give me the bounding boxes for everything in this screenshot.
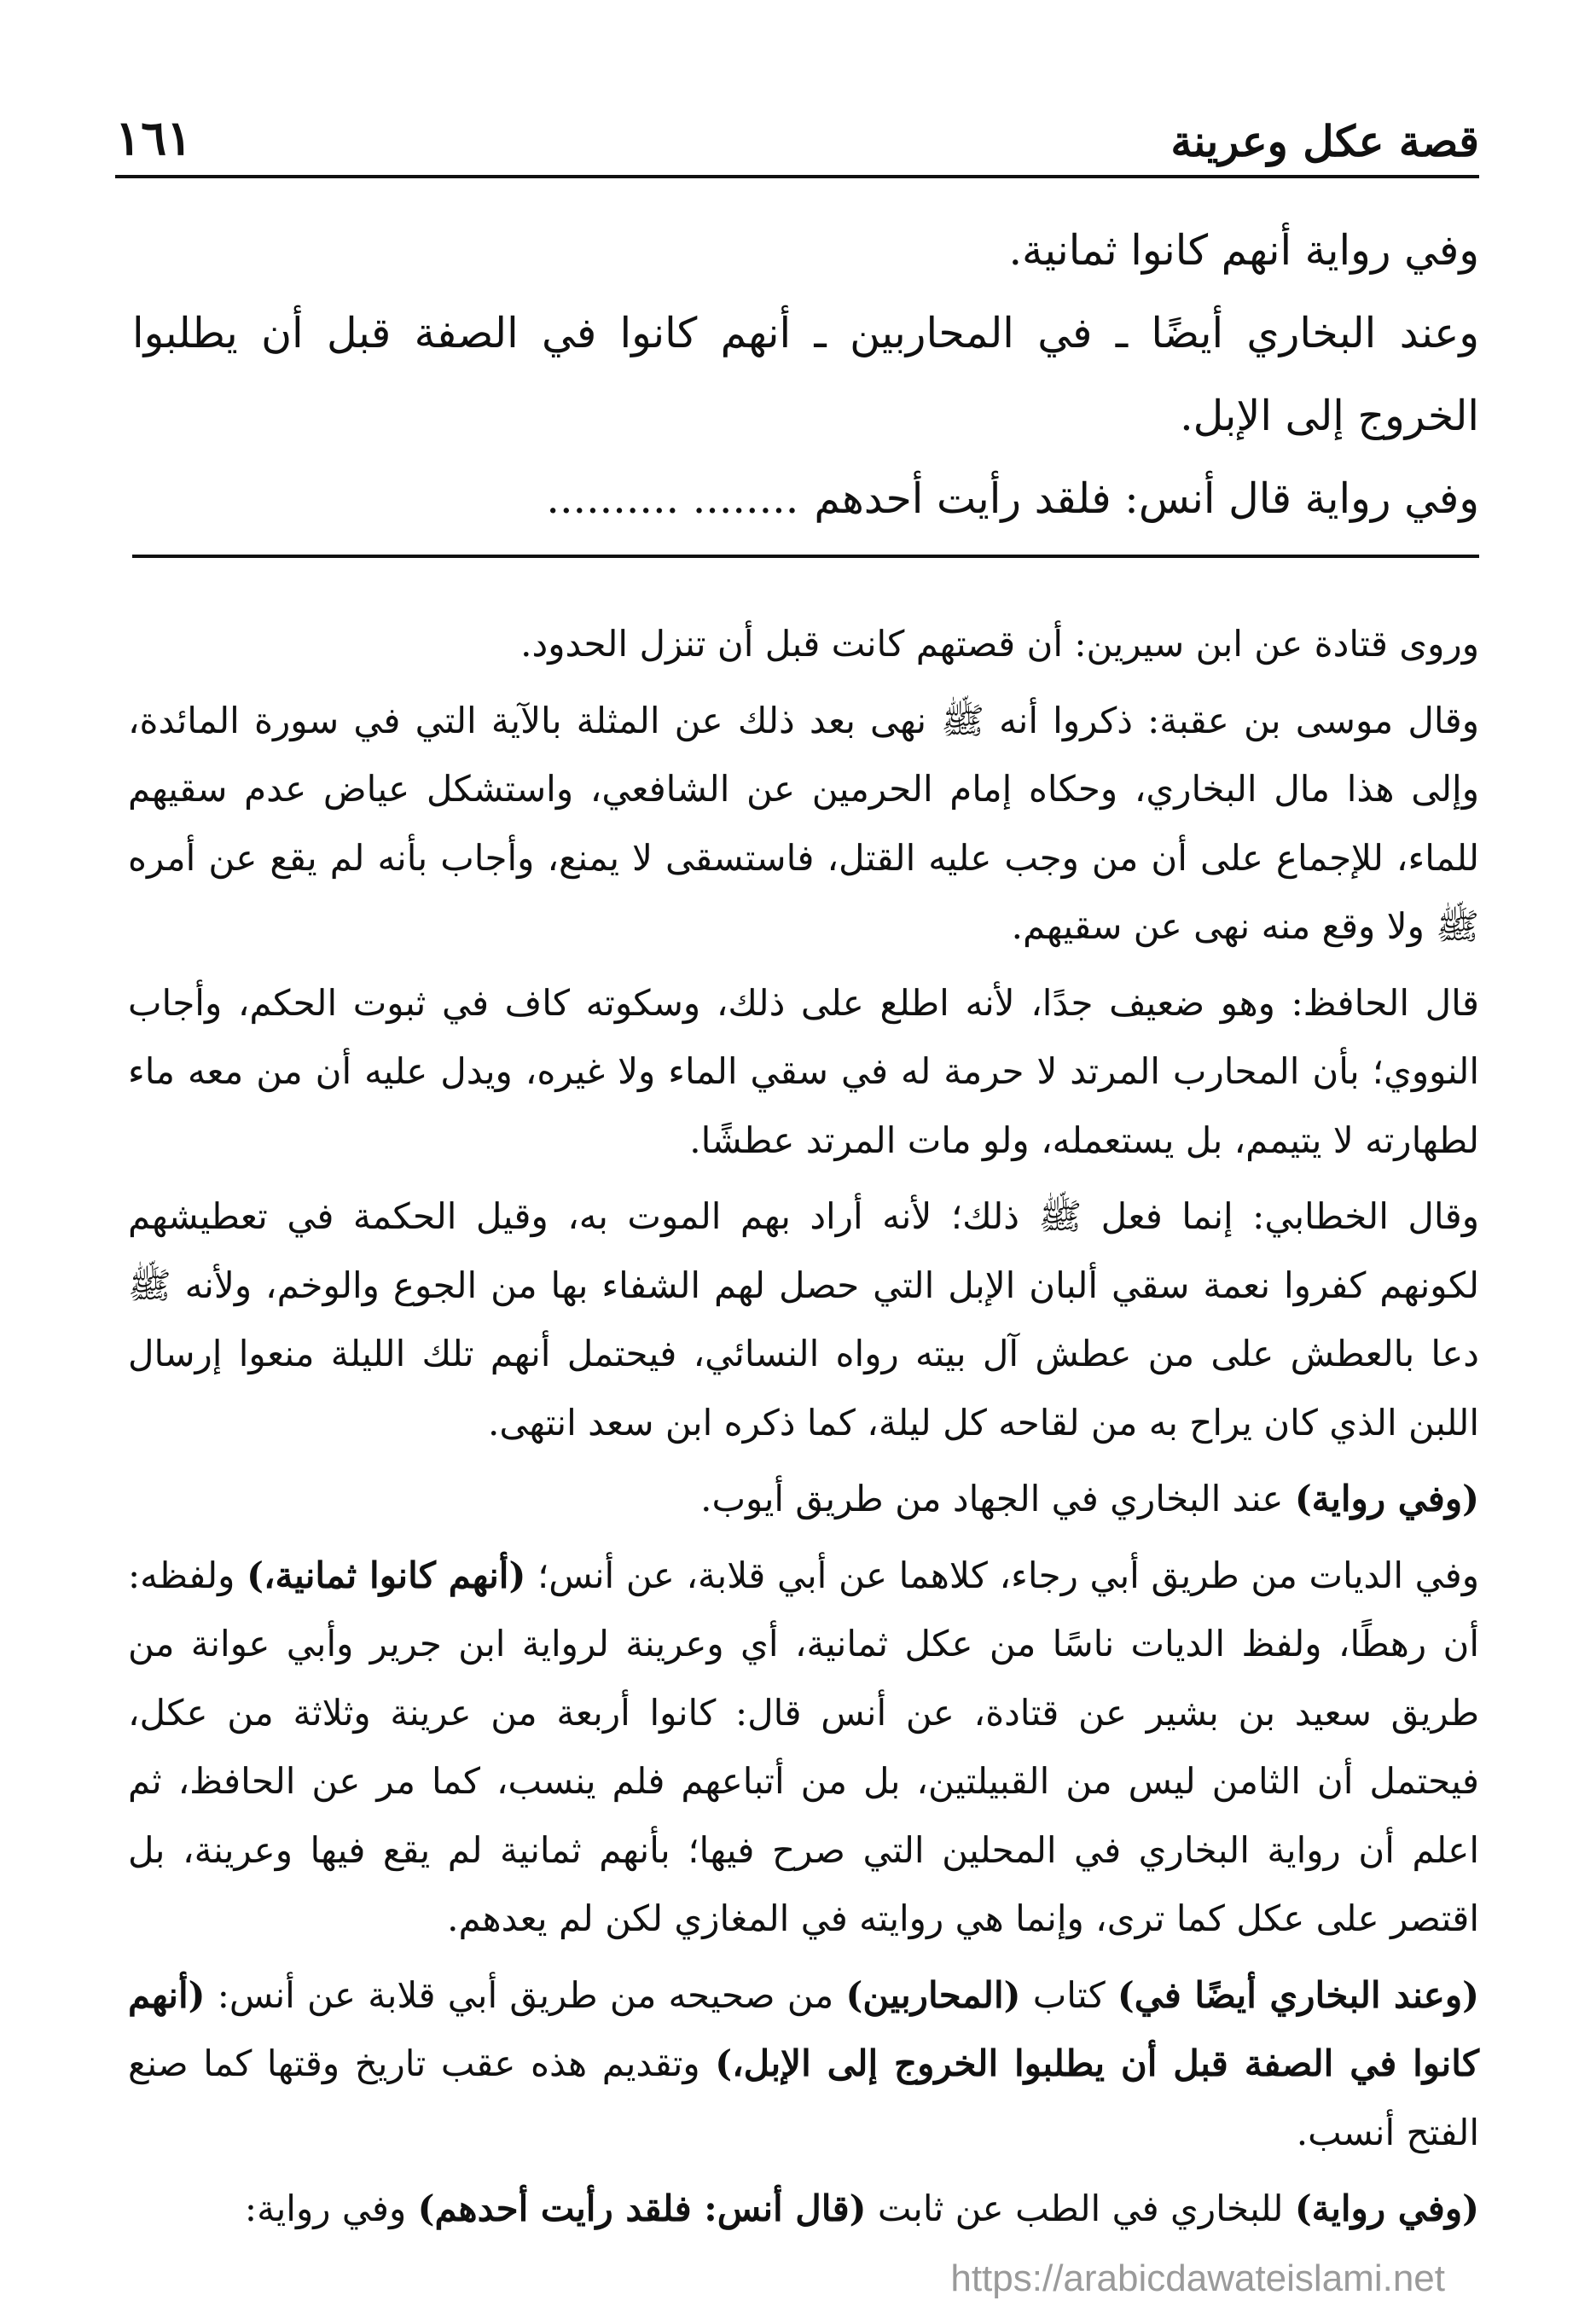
commentary-paragraph: (وفي رواية) عند البخاري في الجهاد من طريق أيوب. — [700, 1478, 1479, 1519]
commentary-paragraph: (وفي رواية) للبخاري في الطب عن ثابت (قال أنس: فلقد رأيت أحدهم) وفي رواية: — [244, 2187, 1479, 2229]
header-rule — [115, 175, 1479, 178]
page-number: ١٦١ — [115, 110, 193, 166]
watermark-url: https://arabicdawateislami.net — [950, 2257, 1445, 2299]
matn-line: وعند البخاري أيضًا ـ في المحاربين ـ أنهم كانوا في الصفة قبل أن يطلبوا الخروج إلى الإبل. — [132, 309, 1479, 440]
running-title: قصة عكل وعرينة — [1170, 116, 1479, 166]
commentary-text — [128, 610, 1479, 2251]
main-text — [132, 209, 1479, 540]
commentary-paragraph: قال الحافظ: وهو ضعيف جدًا، لأنه اطلع على ذلك، وسكوته كاف في ثبوت الحكم، وأجاب النووي؛ بأن المحارب المرتد لا حرمة له في سقي الماء ولا غيره، ويدل عليه أن من معه ماء لطهارته لا يتيمم، بل يستعمله، ولو مات المرتد عطشًا. — [128, 981, 1479, 1161]
ellipsis-dots: ........ .......... — [546, 474, 799, 523]
commentary-paragraph: وروى قتادة عن ابن سيرين: أن قصتهم كانت قبل أن تنزل الحدود. — [520, 623, 1479, 665]
commentary-paragraph: وقال موسى بن عقبة: ذكروا أنه ﷺ نهى بعد ذلك عن المثلة بالآية التي في سورة المائدة، وإلى هذا مال البخاري، وحكاه إمام الحرمين عن الشافعي، واستشكل عياض عدم سقيهم للماء، للإجماع على أن من وجب عليه القتل، فاستسقى لا يمنع، وأجاب بأنه لم يقع عن أمره ﷺ ولا وقع منه نهى عن سقيهم. — [128, 699, 1479, 947]
separator-rule — [132, 555, 1479, 558]
matn-line: وفي رواية أنهم كانوا ثمانية. — [1008, 226, 1479, 275]
commentary-paragraph: (وعند البخاري أيضًا في) كتاب (المحاربين) من صحيحه من طريق أبي قلابة عن أنس: (أنهم كانوا في الصفة قبل أن يطلبوا الخروج إلى الإبل،) وتقديم هذه عقب تاريخ وقتها كما صنع الفتح أنسب. — [128, 1973, 1479, 2153]
commentary-paragraph: وقال الخطابي: إنما فعل ﷺ ذلك؛ لأنه أراد بهم الموت به، وقيل الحكمة في تعطيشهم لكونهم كفروا نعمة سقي ألبان الإبل التي حصل لهم الشفاء بها من الجوع والوخم، ولأنه ﷺ دعا بالعطش على من عطش آل بيته رواه النسائي، فيحتمل أنهم تلك الليلة منعوا إرسال اللبن الذي كان يراح به من لقاحه كل ليلة، كما ذكره ابن سعد انتهى. — [128, 1195, 1479, 1444]
matn-line: وفي رواية قال أنس: فلقد رأيت أحدهم........ .......... — [546, 474, 1479, 523]
page-header — [115, 98, 1479, 166]
commentary-paragraph: وفي الديات من طريق أبي رجاء، كلاهما عن أبي قلابة، عن أنس؛ (أنهم كانوا ثمانية،) ولفظه: أن رهطًا، ولفظ الديات ناسًا من عكل ثمانية، أي وعرينة لرواية ابن جرير وأبي عوانة من طريق سعيد بن بشير عن قتادة، عن أنس قال: كانوا أربعة من عرينة وثلاثة من عكل، فيحتمل أن الثامن ليس من القبيلتين، بل من أتباعهم فلم ينسب، كما مر عن الحافظ، ثم اعلم أن رواية البخاري في المحلين التي صرح فيها؛ بأنهم ثمانية لم يقع فيها وعرينة، بل اقتصر على عكل كما ترى، وإنما هي روايته في المغازي لكن لم يعدهم. — [128, 1554, 1480, 1939]
